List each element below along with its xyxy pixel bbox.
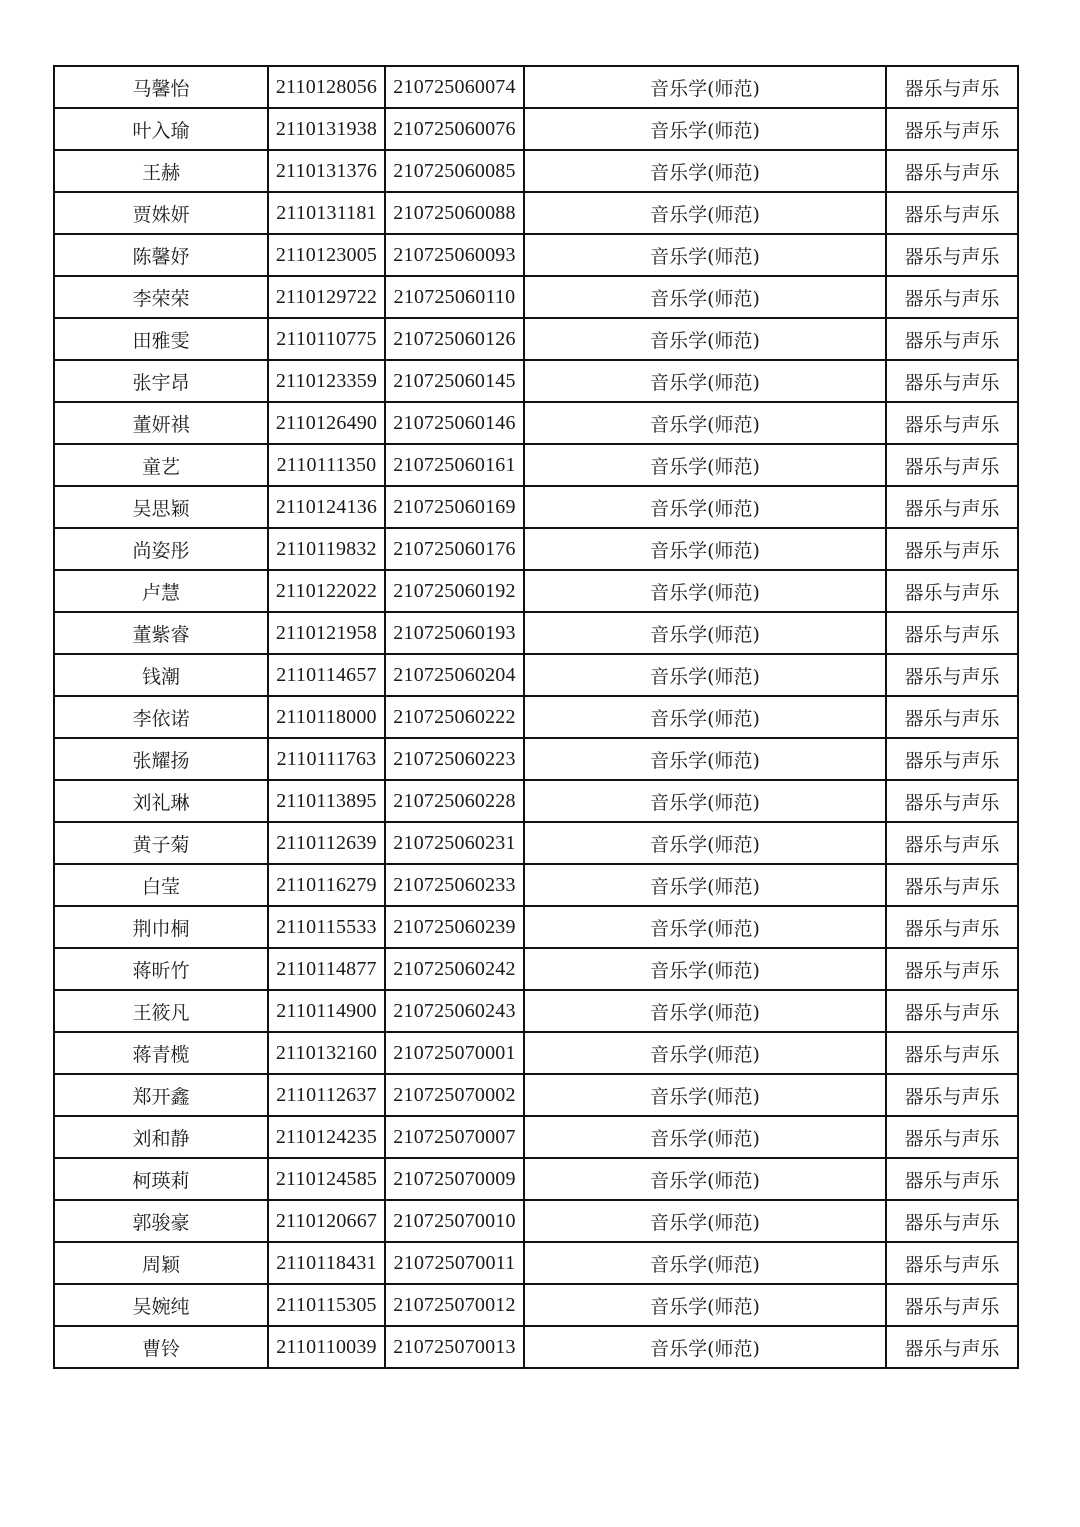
cell-direction: 器乐与声乐 [886,1032,1018,1074]
cell-direction: 器乐与声乐 [886,486,1018,528]
cell-name: 董妍祺 [54,402,268,444]
cell-id-number: 210725060231 [385,822,524,864]
document-page [53,65,1017,1369]
table-row [54,150,1018,192]
table-row [54,66,1018,108]
cell-direction: 器乐与声乐 [886,192,1018,234]
cell-id-number: 210725070002 [385,1074,524,1116]
table-row [54,738,1018,780]
cell-direction: 器乐与声乐 [886,948,1018,990]
cell-exam-number: 2110113895 [268,780,385,822]
cell-direction: 器乐与声乐 [886,528,1018,570]
cell-id-number: 210725060169 [385,486,524,528]
cell-major: 音乐学(师范) [524,654,886,696]
cell-id-number: 210725060093 [385,234,524,276]
cell-name: 叶入瑜 [54,108,268,150]
cell-major: 音乐学(师范) [524,1326,886,1368]
cell-direction: 器乐与声乐 [886,654,1018,696]
cell-exam-number: 2110111350 [268,444,385,486]
cell-id-number: 210725060222 [385,696,524,738]
cell-name: 张宇昂 [54,360,268,402]
cell-major: 音乐学(师范) [524,1242,886,1284]
cell-major: 音乐学(师范) [524,276,886,318]
cell-id-number: 210725070013 [385,1326,524,1368]
cell-exam-number: 2110116279 [268,864,385,906]
cell-name: 马馨怡 [54,66,268,108]
cell-direction: 器乐与声乐 [886,696,1018,738]
cell-direction: 器乐与声乐 [886,1074,1018,1116]
cell-major: 音乐学(师范) [524,612,886,654]
cell-major: 音乐学(师范) [524,528,886,570]
cell-direction: 器乐与声乐 [886,276,1018,318]
table-row [54,696,1018,738]
cell-major: 音乐学(师范) [524,192,886,234]
cell-exam-number: 2110121958 [268,612,385,654]
cell-name: 吴思颖 [54,486,268,528]
admission-list-table [53,65,1019,1369]
cell-major: 音乐学(师范) [524,1074,886,1116]
cell-major: 音乐学(师范) [524,738,886,780]
cell-name: 周颖 [54,1242,268,1284]
table-row [54,108,1018,150]
cell-name: 李荣荣 [54,276,268,318]
cell-major: 音乐学(师范) [524,696,886,738]
cell-exam-number: 2110124136 [268,486,385,528]
cell-name: 刘和静 [54,1116,268,1158]
cell-major: 音乐学(师范) [524,990,886,1032]
cell-id-number: 210725060192 [385,570,524,612]
cell-exam-number: 2110120667 [268,1200,385,1242]
cell-name: 陈馨妤 [54,234,268,276]
table-row [54,1200,1018,1242]
table-row [54,864,1018,906]
cell-direction: 器乐与声乐 [886,444,1018,486]
cell-id-number: 210725060126 [385,318,524,360]
cell-id-number: 210725060223 [385,738,524,780]
table-row [54,654,1018,696]
cell-id-number: 210725060239 [385,906,524,948]
cell-exam-number: 2110131181 [268,192,385,234]
table-row [54,276,1018,318]
cell-name: 黄子菊 [54,822,268,864]
cell-major: 音乐学(师范) [524,66,886,108]
cell-name: 卢慧 [54,570,268,612]
cell-direction: 器乐与声乐 [886,1326,1018,1368]
cell-exam-number: 2110110039 [268,1326,385,1368]
table-row [54,192,1018,234]
cell-major: 音乐学(师范) [524,1284,886,1326]
cell-direction: 器乐与声乐 [886,1158,1018,1200]
cell-exam-number: 2110110775 [268,318,385,360]
cell-direction: 器乐与声乐 [886,1242,1018,1284]
cell-major: 音乐学(师范) [524,1158,886,1200]
table-row [54,1032,1018,1074]
cell-name: 荆巾桐 [54,906,268,948]
cell-id-number: 210725060204 [385,654,524,696]
cell-direction: 器乐与声乐 [886,780,1018,822]
table-row [54,1284,1018,1326]
cell-direction: 器乐与声乐 [886,738,1018,780]
cell-name: 吴婉纯 [54,1284,268,1326]
cell-major: 音乐学(师范) [524,1116,886,1158]
cell-major: 音乐学(师范) [524,402,886,444]
cell-major: 音乐学(师范) [524,360,886,402]
cell-name: 张耀扬 [54,738,268,780]
cell-exam-number: 2110112637 [268,1074,385,1116]
table-row [54,822,1018,864]
cell-direction: 器乐与声乐 [886,822,1018,864]
cell-name: 郭骏豪 [54,1200,268,1242]
cell-name: 蒋昕竹 [54,948,268,990]
table-row [54,1116,1018,1158]
cell-major: 音乐学(师范) [524,570,886,612]
cell-name: 王赫 [54,150,268,192]
table-row [54,990,1018,1032]
cell-exam-number: 2110131938 [268,108,385,150]
cell-direction: 器乐与声乐 [886,66,1018,108]
cell-exam-number: 2110114877 [268,948,385,990]
cell-id-number: 210725070011 [385,1242,524,1284]
cell-direction: 器乐与声乐 [886,906,1018,948]
cell-id-number: 210725060243 [385,990,524,1032]
table-body [54,66,1018,1368]
cell-exam-number: 2110115533 [268,906,385,948]
table-row [54,234,1018,276]
table-row [54,570,1018,612]
cell-direction: 器乐与声乐 [886,1284,1018,1326]
cell-id-number: 210725070001 [385,1032,524,1074]
cell-exam-number: 2110114657 [268,654,385,696]
cell-direction: 器乐与声乐 [886,612,1018,654]
table-row [54,444,1018,486]
table-row [54,360,1018,402]
table-row [54,528,1018,570]
cell-direction: 器乐与声乐 [886,1200,1018,1242]
cell-name: 李依诺 [54,696,268,738]
cell-major: 音乐学(师范) [524,1032,886,1074]
table-row [54,318,1018,360]
table-row [54,1242,1018,1284]
cell-id-number: 210725070009 [385,1158,524,1200]
cell-exam-number: 2110118431 [268,1242,385,1284]
cell-id-number: 210725070012 [385,1284,524,1326]
table-row [54,1158,1018,1200]
cell-exam-number: 2110123005 [268,234,385,276]
cell-direction: 器乐与声乐 [886,150,1018,192]
cell-id-number: 210725060193 [385,612,524,654]
cell-direction: 器乐与声乐 [886,360,1018,402]
cell-name: 王筱凡 [54,990,268,1032]
table-row [54,612,1018,654]
cell-name: 董紫睿 [54,612,268,654]
cell-major: 音乐学(师范) [524,318,886,360]
table-row [54,402,1018,444]
cell-major: 音乐学(师范) [524,780,886,822]
cell-major: 音乐学(师范) [524,948,886,990]
cell-major: 音乐学(师范) [524,150,886,192]
cell-major: 音乐学(师范) [524,108,886,150]
cell-name: 童艺 [54,444,268,486]
cell-direction: 器乐与声乐 [886,318,1018,360]
cell-id-number: 210725060110 [385,276,524,318]
cell-exam-number: 2110126490 [268,402,385,444]
cell-name: 田雅雯 [54,318,268,360]
cell-direction: 器乐与声乐 [886,990,1018,1032]
cell-major: 音乐学(师范) [524,234,886,276]
cell-major: 音乐学(师范) [524,444,886,486]
cell-exam-number: 2110123359 [268,360,385,402]
cell-direction: 器乐与声乐 [886,234,1018,276]
cell-exam-number: 2110129722 [268,276,385,318]
table-row [54,486,1018,528]
cell-exam-number: 2110112639 [268,822,385,864]
cell-major: 音乐学(师范) [524,486,886,528]
cell-id-number: 210725070007 [385,1116,524,1158]
cell-id-number: 210725060242 [385,948,524,990]
table-row [54,1326,1018,1368]
cell-direction: 器乐与声乐 [886,864,1018,906]
cell-name: 郑开鑫 [54,1074,268,1116]
cell-exam-number: 2110115305 [268,1284,385,1326]
cell-exam-number: 2110124585 [268,1158,385,1200]
cell-id-number: 210725070010 [385,1200,524,1242]
cell-direction: 器乐与声乐 [886,570,1018,612]
cell-name: 柯瑛莉 [54,1158,268,1200]
cell-name: 钱潮 [54,654,268,696]
cell-direction: 器乐与声乐 [886,108,1018,150]
cell-name: 尚姿彤 [54,528,268,570]
cell-exam-number: 2110111763 [268,738,385,780]
cell-exam-number: 2110131376 [268,150,385,192]
cell-id-number: 210725060146 [385,402,524,444]
cell-direction: 器乐与声乐 [886,402,1018,444]
cell-id-number: 210725060076 [385,108,524,150]
table-row [54,780,1018,822]
cell-major: 音乐学(师范) [524,906,886,948]
table-row [54,906,1018,948]
cell-exam-number: 2110118000 [268,696,385,738]
cell-exam-number: 2110128056 [268,66,385,108]
cell-major: 音乐学(师范) [524,822,886,864]
cell-id-number: 210725060074 [385,66,524,108]
table-row [54,948,1018,990]
cell-name: 贾姝妍 [54,192,268,234]
cell-id-number: 210725060176 [385,528,524,570]
cell-exam-number: 2110132160 [268,1032,385,1074]
cell-exam-number: 2110124235 [268,1116,385,1158]
cell-id-number: 210725060228 [385,780,524,822]
cell-exam-number: 2110122022 [268,570,385,612]
table-row [54,1074,1018,1116]
cell-id-number: 210725060161 [385,444,524,486]
cell-name: 白莹 [54,864,268,906]
cell-name: 曹铃 [54,1326,268,1368]
cell-major: 音乐学(师范) [524,1200,886,1242]
cell-major: 音乐学(师范) [524,864,886,906]
cell-id-number: 210725060088 [385,192,524,234]
cell-exam-number: 2110114900 [268,990,385,1032]
cell-name: 刘礼琳 [54,780,268,822]
cell-id-number: 210725060085 [385,150,524,192]
cell-id-number: 210725060145 [385,360,524,402]
cell-direction: 器乐与声乐 [886,1116,1018,1158]
cell-name: 蒋青榄 [54,1032,268,1074]
cell-exam-number: 2110119832 [268,528,385,570]
cell-id-number: 210725060233 [385,864,524,906]
